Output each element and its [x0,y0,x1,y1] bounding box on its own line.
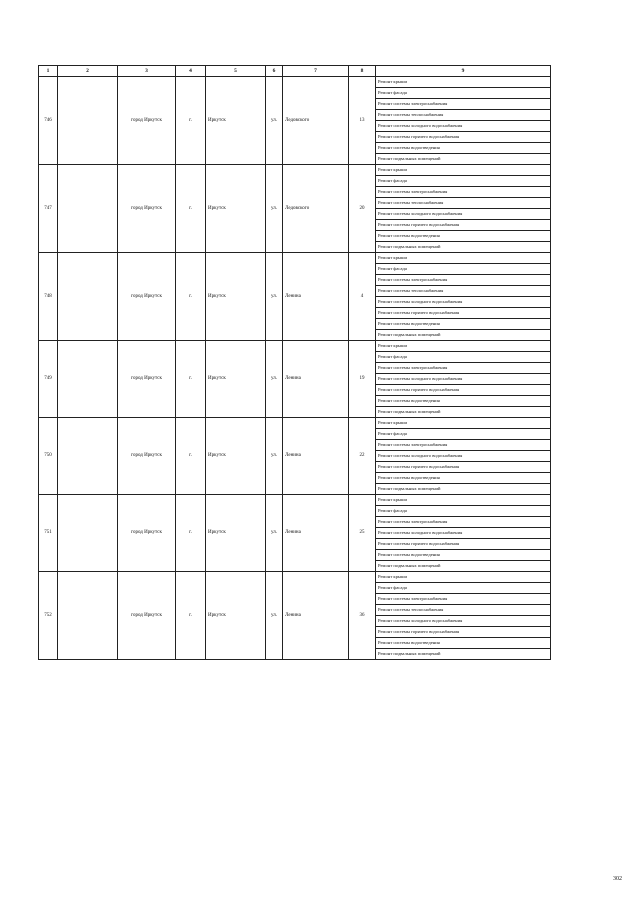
street-type: ул. [266,341,283,418]
house-number: 25 [349,495,376,572]
settlement-type: г. [176,77,206,165]
settlement-type: г. [176,572,206,660]
house-number: 4 [349,253,376,341]
table-row [39,572,551,583]
work-item: Ремонт системы горячего водоснабжения [376,627,551,638]
column-2-cell [58,341,118,418]
city-name: Иркутск [206,418,266,495]
city-name: Иркутск [206,165,266,253]
work-item: Ремонт подвальных помещений [376,649,551,660]
table-row [39,77,551,88]
work-item: Ремонт фасада [376,352,551,363]
header-col-3: 3 [118,66,176,77]
table-row [39,253,551,264]
work-item: Ремонт крыши [376,77,551,88]
house-number: 22 [349,418,376,495]
row-number: 747 [39,165,58,253]
work-item: Ремонт подвальных помещений [376,330,551,341]
work-item: Ремонт фасада [376,264,551,275]
row-number: 751 [39,495,58,572]
work-item: Ремонт системы водоотведения [376,396,551,407]
city-name: Иркутск [206,77,266,165]
row-number: 752 [39,572,58,660]
table-row [39,165,551,176]
header-col-7: 7 [283,66,349,77]
header-col-5: 5 [206,66,266,77]
column-2-cell [58,165,118,253]
work-item: Ремонт системы горячего водоснабжения [376,462,551,473]
settlement-type: г. [176,418,206,495]
house-number: 20 [349,165,376,253]
work-item: Ремонт системы водоотведения [376,319,551,330]
settlement-type: г. [176,165,206,253]
street-name: Ленина [283,253,349,341]
work-item: Ремонт системы электроснабжения [376,594,551,605]
work-item: Ремонт системы холодного водоснабжения [376,297,551,308]
work-item: Ремонт системы холодного водоснабжения [376,121,551,132]
work-item: Ремонт системы холодного водоснабжения [376,528,551,539]
work-item: Ремонт системы водоотведения [376,550,551,561]
work-item: Ремонт фасада [376,583,551,594]
settlement-name: город Иркутск [118,77,176,165]
street-name: Ленина [283,572,349,660]
table-row [39,418,551,429]
table-body [39,77,551,660]
house-number: 19 [349,341,376,418]
row-number: 746 [39,77,58,165]
row-number: 750 [39,418,58,495]
work-item: Ремонт системы горячего водоснабжения [376,385,551,396]
column-2-cell [58,495,118,572]
city-name: Иркутск [206,341,266,418]
work-item: Ремонт системы холодного водоснабжения [376,616,551,627]
work-item: Ремонт системы теплоснабжения [376,605,551,616]
header-col-9: 9 [376,66,551,77]
settlement-type: г. [176,495,206,572]
work-item: Ремонт системы электроснабжения [376,517,551,528]
settlement-name: город Иркутск [118,418,176,495]
work-item: Ремонт системы электроснабжения [376,187,551,198]
settlement-name: город Иркутск [118,253,176,341]
address-table [38,65,551,660]
work-item: Ремонт системы электроснабжения [376,440,551,451]
street-name: Ледовского [283,165,349,253]
table-row [39,495,551,506]
work-item: Ремонт крыши [376,341,551,352]
house-number: 13 [349,77,376,165]
header-col-2: 2 [58,66,118,77]
column-2-cell [58,77,118,165]
street-type: ул. [266,572,283,660]
street-name: Ленина [283,341,349,418]
header-col-1: 1 [39,66,58,77]
city-name: Иркутск [206,253,266,341]
header-col-4: 4 [176,66,206,77]
work-item: Ремонт системы горячего водоснабжения [376,132,551,143]
work-item: Ремонт системы водоотведения [376,638,551,649]
work-item: Ремонт системы водоотведения [376,473,551,484]
house-number: 36 [349,572,376,660]
work-item: Ремонт фасада [376,429,551,440]
work-item: Ремонт системы электроснабжения [376,363,551,374]
settlement-name: город Иркутск [118,495,176,572]
page-number: 302 [613,876,622,882]
work-item: Ремонт системы горячего водоснабжения [376,220,551,231]
work-item: Ремонт системы холодного водоснабжения [376,209,551,220]
work-item: Ремонт системы холодного водоснабжения [376,451,551,462]
settlement-name: город Иркутск [118,165,176,253]
work-item: Ремонт подвальных помещений [376,561,551,572]
row-number: 748 [39,253,58,341]
work-item: Ремонт системы теплоснабжения [376,198,551,209]
work-item: Ремонт системы холодного водоснабжения [376,374,551,385]
work-item: Ремонт фасада [376,88,551,99]
work-item: Ремонт системы горячего водоснабжения [376,539,551,550]
street-name: Ледовского [283,77,349,165]
settlement-name: город Иркутск [118,572,176,660]
street-type: ул. [266,165,283,253]
work-item: Ремонт подвальных помещений [376,242,551,253]
column-2-cell [58,253,118,341]
work-item: Ремонт системы водоотведения [376,231,551,242]
street-type: ул. [266,418,283,495]
street-name: Ленина [283,418,349,495]
street-name: Ленина [283,495,349,572]
work-item: Ремонт крыши [376,495,551,506]
city-name: Иркутск [206,572,266,660]
work-item: Ремонт системы электроснабжения [376,275,551,286]
work-item: Ремонт фасада [376,176,551,187]
column-2-cell [58,418,118,495]
work-item: Ремонт системы электроснабжения [376,99,551,110]
header-col-6: 6 [266,66,283,77]
work-item: Ремонт фасада [376,506,551,517]
work-item: Ремонт подвальных помещений [376,154,551,165]
city-name: Иркутск [206,495,266,572]
work-item: Ремонт крыши [376,165,551,176]
street-type: ул. [266,495,283,572]
table-row [39,341,551,352]
header-col-8: 8 [349,66,376,77]
settlement-name: город Иркутск [118,341,176,418]
work-item: Ремонт крыши [376,253,551,264]
work-item: Ремонт подвальных помещений [376,407,551,418]
column-2-cell [58,572,118,660]
work-item: Ремонт крыши [376,418,551,429]
street-type: ул. [266,77,283,165]
header-row [39,66,551,77]
work-item: Ремонт подвальных помещений [376,484,551,495]
settlement-type: г. [176,253,206,341]
work-item: Ремонт системы водоотведения [376,143,551,154]
street-type: ул. [266,253,283,341]
work-item: Ремонт крыши [376,572,551,583]
settlement-type: г. [176,341,206,418]
work-item: Ремонт системы теплоснабжения [376,110,551,121]
work-item: Ремонт системы теплоснабжения [376,286,551,297]
row-number: 749 [39,341,58,418]
work-item: Ремонт системы горячего водоснабжения [376,308,551,319]
